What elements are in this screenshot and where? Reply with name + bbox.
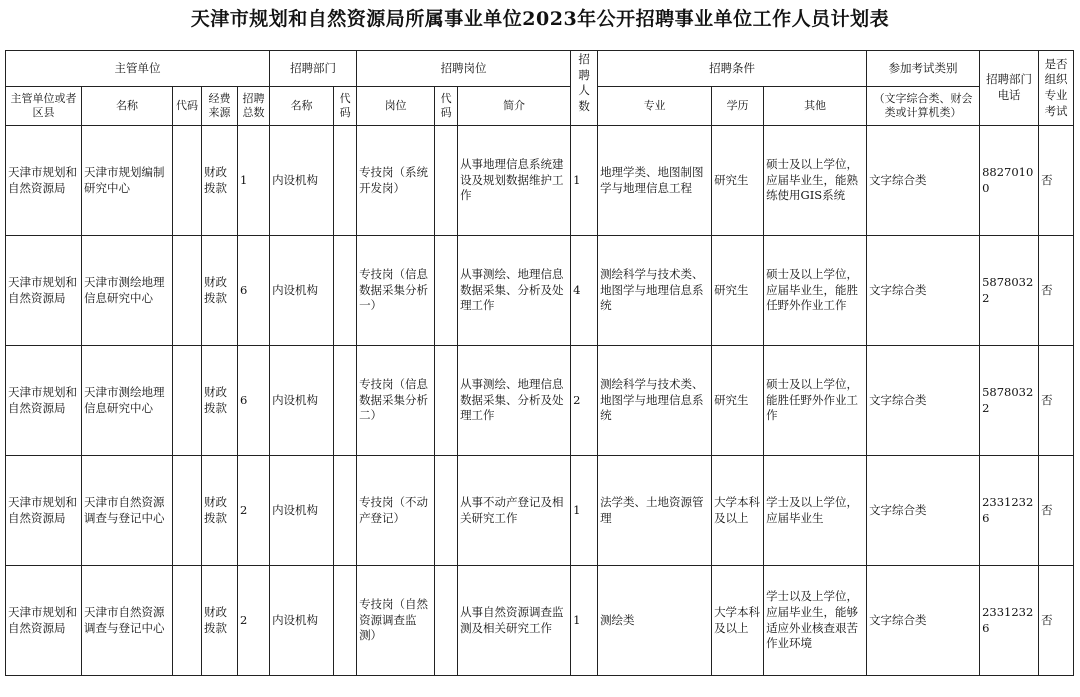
supervisor-cell: 天津市规划和自然资源局 (6, 346, 82, 456)
funding-cell: 财政拨款 (202, 126, 238, 236)
supervisor-unit-header: 主管单位或者区县 (6, 87, 82, 126)
test-cell: 否 (1039, 236, 1074, 346)
funding-cell: 财政拨款 (202, 456, 238, 566)
unit-name-header: 名称 (82, 87, 173, 126)
unit-code-header: 代码 (173, 87, 202, 126)
count-cell: 2 (571, 346, 598, 456)
exam-cell: 文字综合类 (867, 126, 980, 236)
supervisor-cell: 天津市规划和自然资源局 (6, 566, 82, 676)
dept-code-cell (334, 126, 357, 236)
post-cell: 专技岗（自然资源调查监测） (357, 566, 435, 676)
recruitment-plan-table (5, 50, 1074, 676)
post-code-header: 代码 (435, 87, 458, 126)
unit-name-cell: 天津市测绘地理信息研究中心 (82, 236, 173, 346)
post-header: 岗位 (357, 87, 435, 126)
post-group-header: 招聘岗位 (357, 51, 571, 87)
total-cell: 6 (238, 346, 270, 456)
count-cell: 4 (571, 236, 598, 346)
post-cell: 专技岗（系统开发岗） (357, 126, 435, 236)
recruit-count-header: 招聘人数 (571, 51, 598, 126)
unit-code-cell (173, 236, 202, 346)
count-cell: 1 (571, 566, 598, 676)
table-row (6, 236, 1074, 346)
post-cell: 专技岗（信息数据采集分析二） (357, 346, 435, 456)
post-code-cell (435, 236, 458, 346)
count-cell: 1 (571, 126, 598, 236)
post-code-cell (435, 126, 458, 236)
total-cell: 6 (238, 236, 270, 346)
major-cell: 法学类、土地资源管理 (598, 456, 712, 566)
phone-cell: 23312326 (980, 456, 1039, 566)
intro-header: 简介 (458, 87, 571, 126)
intro-cell: 从事不动产登记及相关研究工作 (458, 456, 571, 566)
major-cell: 测绘科学与技术类、地图学与地理信息系统 (598, 236, 712, 346)
table-row (6, 126, 1074, 236)
intro-cell: 从事测绘、地理信息数据采集、分析及处理工作 (458, 346, 571, 456)
post-cell: 专技岗（信息数据采集分析一） (357, 236, 435, 346)
test-cell: 否 (1039, 126, 1074, 236)
other-cell: 硕士及以上学位，应届毕业生，能熟练使用GIS系统 (764, 126, 867, 236)
other-cell: 硕士及以上学位，能胜任野外作业工作 (764, 346, 867, 456)
major-cell: 测绘科学与技术类、地图学与地理信息系统 (598, 346, 712, 456)
table-row (6, 456, 1074, 566)
funding-cell: 财政拨款 (202, 346, 238, 456)
education-cell: 大学本科及以上 (712, 456, 764, 566)
exam-cell: 文字综合类 (867, 566, 980, 676)
page-title: 天津市规划和自然资源局所属事业单位2023年公开招聘事业单位工作人员计划表 (190, 8, 890, 30)
exam-cell: 文字综合类 (867, 236, 980, 346)
test-cell: 否 (1039, 346, 1074, 456)
intro-cell: 从事测绘、地理信息数据采集、分析及处理工作 (458, 236, 571, 346)
intro-cell: 从事地理信息系统建设及规划数据维护工作 (458, 126, 571, 236)
dept-code-cell (334, 236, 357, 346)
supervisor-group-header: 主管单位 (6, 51, 270, 87)
unit-code-cell (173, 346, 202, 456)
other-cell: 学士以及上学位，应届毕业生，能够适应外业核查艰苦作业环境 (764, 566, 867, 676)
post-code-cell (435, 346, 458, 456)
exam-type-header: 参加考试类别 (867, 51, 980, 87)
test-cell: 否 (1039, 456, 1074, 566)
exam-cell: 文字综合类 (867, 456, 980, 566)
phone-cell: 23312326 (980, 566, 1039, 676)
phone-cell: 58780322 (980, 346, 1039, 456)
conditions-group-header: 招聘条件 (598, 51, 867, 87)
table-row (6, 346, 1074, 456)
education-cell: 研究生 (712, 126, 764, 236)
dept-name-cell: 内设机构 (270, 126, 334, 236)
other-cell: 硕士及以上学位，应届毕业生，能胜任野外作业工作 (764, 236, 867, 346)
post-cell: 专技岗（不动产登记） (357, 456, 435, 566)
dept-code-cell (334, 456, 357, 566)
major-cell: 地理学类、地图制图学与地理信息工程 (598, 126, 712, 236)
dept-code-cell (334, 566, 357, 676)
test-cell: 否 (1039, 566, 1074, 676)
dept-name-cell: 内设机构 (270, 566, 334, 676)
unit-name-cell: 天津市测绘地理信息研究中心 (82, 346, 173, 456)
funding-header: 经费来源 (202, 87, 238, 126)
education-cell: 大学本科及以上 (712, 566, 764, 676)
header-row-sub (6, 87, 1074, 126)
phone-cell: 88270100 (980, 126, 1039, 236)
dept-code-header: 代码 (334, 87, 357, 126)
supervisor-cell: 天津市规划和自然资源局 (6, 456, 82, 566)
dept-group-header: 招聘部门 (270, 51, 357, 87)
funding-cell: 财政拨款 (202, 236, 238, 346)
phone-header: 招聘部门电话 (980, 51, 1039, 126)
dept-name-header: 名称 (270, 87, 334, 126)
education-cell: 研究生 (712, 236, 764, 346)
other-header: 其他 (764, 87, 867, 126)
major-cell: 测绘类 (598, 566, 712, 676)
table-row (6, 566, 1074, 676)
supervisor-cell: 天津市规划和自然资源局 (6, 126, 82, 236)
unit-code-cell (173, 126, 202, 236)
total-cell: 2 (238, 456, 270, 566)
total-cell: 2 (238, 566, 270, 676)
unit-name-cell: 天津市自然资源调查与登记中心 (82, 456, 173, 566)
education-cell: 研究生 (712, 346, 764, 456)
unit-code-cell (173, 456, 202, 566)
education-header: 学历 (712, 87, 764, 126)
unit-name-cell: 天津市规划编制研究中心 (82, 126, 173, 236)
total-cell: 1 (238, 126, 270, 236)
phone-cell: 58780322 (980, 236, 1039, 346)
dept-name-cell: 内设机构 (270, 236, 334, 346)
supervisor-cell: 天津市规划和自然资源局 (6, 236, 82, 346)
dept-name-cell: 内设机构 (270, 346, 334, 456)
intro-cell: 从事自然资源调查监测及相关研究工作 (458, 566, 571, 676)
dept-name-cell: 内设机构 (270, 456, 334, 566)
exam-cell: 文字综合类 (867, 346, 980, 456)
post-code-cell (435, 456, 458, 566)
post-code-cell (435, 566, 458, 676)
funding-cell: 财政拨款 (202, 566, 238, 676)
major-header: 专业 (598, 87, 712, 126)
unit-name-cell: 天津市自然资源调查与登记中心 (82, 566, 173, 676)
other-cell: 学士及以上学位，应届毕业生 (764, 456, 867, 566)
unit-code-cell (173, 566, 202, 676)
count-cell: 1 (571, 456, 598, 566)
exam-sub-header: （文字综合类、财会类或计算机类） (867, 87, 980, 126)
total-header: 招聘总数 (238, 87, 270, 126)
header-row-top (6, 51, 1074, 87)
dept-code-cell (334, 346, 357, 456)
organize-test-header: 是否组织专业考试 (1039, 51, 1074, 126)
